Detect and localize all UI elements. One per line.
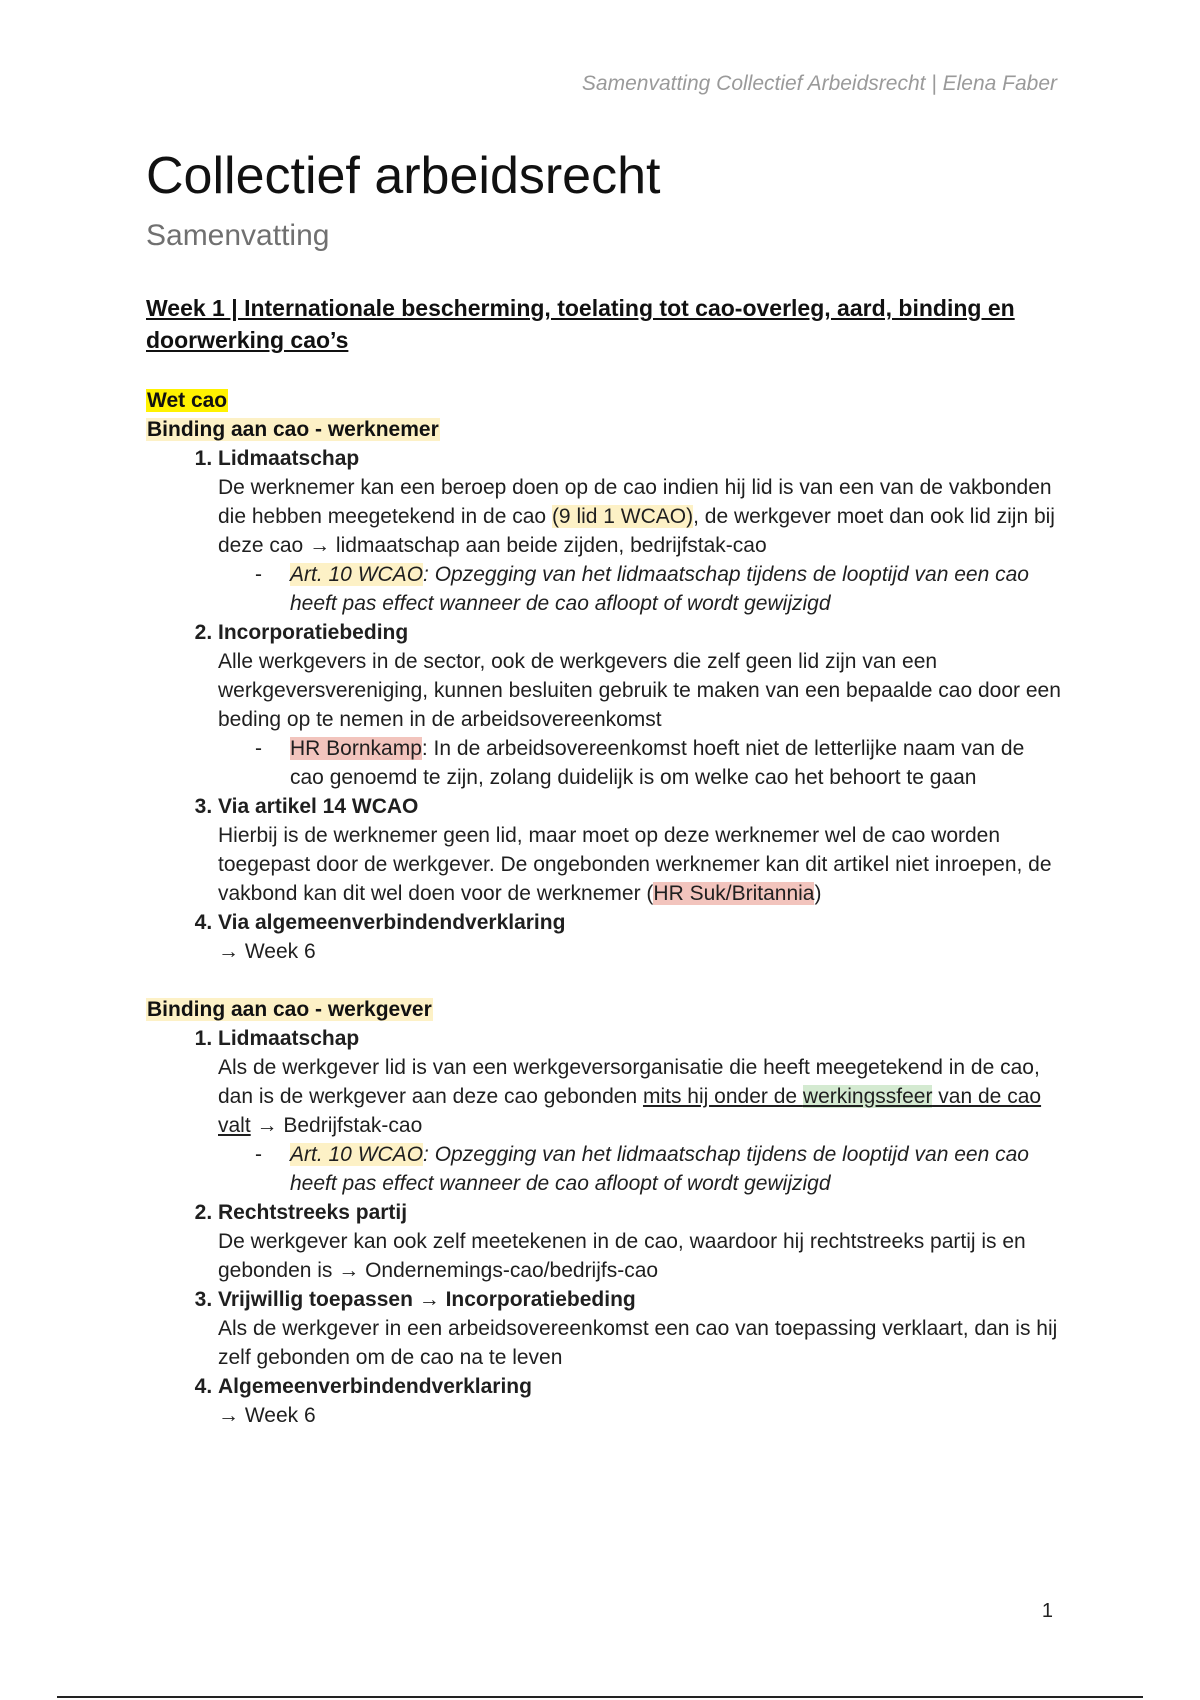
list-item (218, 1285, 1061, 1372)
sub-list-item (290, 1140, 1061, 1198)
item-title: 2. Rechtstreeks partij (218, 1201, 408, 1224)
section-heading-werkgever-text: Binding aan cao - werkgever (147, 998, 432, 1021)
sub-list (218, 734, 1061, 792)
sub-list (218, 1140, 1061, 1198)
sub-list (218, 560, 1061, 618)
werknemer-list (146, 444, 1061, 966)
item-body (218, 1053, 1061, 1140)
item-body-text: Hierbij is de werknemer geen lid, maar moet op deze werknemer wel de cao worden toegepast door de werkgever. De ongebonden werknemer kan dit artikel niet inroepen, de vakbond kan dit wel doen voor de werknemer ( (218, 824, 1052, 905)
legal-reference: (9 lid 1 WCAO) (551, 505, 694, 528)
wet-cao-label (146, 386, 1061, 415)
page-number: 1 (1041, 1600, 1053, 1622)
item-title: 4. Algemeenverbindendverklaring (218, 1375, 532, 1398)
document-body (146, 146, 1061, 1430)
underlined-text: van de cao valt (218, 1085, 1042, 1137)
list-item (218, 618, 1061, 792)
item-title: 2. Incorporatiebeding (218, 621, 409, 644)
list-item (218, 792, 1061, 908)
list-item (218, 444, 1061, 618)
running-header: Samenvatting Collectief Arbeidsrecht | Elena Faber (581, 72, 1057, 95)
item-title: 1. Lidmaatschap (218, 447, 360, 470)
legal-reference: Art. 10 WCAO (290, 1143, 424, 1166)
case-reference: HR Suk/Britannia (653, 882, 815, 905)
item-title: 4. Via algemeenverbindendverklaring (218, 911, 566, 934)
werkgever-list (146, 1024, 1061, 1430)
list-item (218, 1198, 1061, 1285)
item-body-text: , de werkgever moet dan ook lid zijn bij deze cao → lidmaatschap aan beide zijden, bedrijfstak-cao (218, 505, 1055, 557)
list-item (218, 1372, 1061, 1430)
item-title: 3. Via artikel 14 WCAO (218, 795, 419, 818)
sub-item-text: : Opzegging van het lidmaatschap tijdens de looptijd van een cao heeft pas effect wanneer de cao afloopt of wordt gewijzigd (290, 563, 1029, 615)
week-heading: Week 1 | Internationale bescherming, toelating tot cao-overleg, aard, binding en doorwerking cao’s (146, 295, 1015, 353)
document-title: Collectief arbeidsrecht (146, 147, 661, 205)
section-heading-werknemer (146, 415, 1061, 444)
item-body: → Week 6 (218, 940, 316, 963)
footer-divider (57, 1696, 1143, 1698)
list-item (218, 908, 1061, 966)
document-subtitle: Samenvatting (146, 219, 330, 252)
section-heading-werkgever (146, 995, 1061, 1024)
sub-list-item (290, 560, 1061, 618)
section-heading-werknemer-text: Binding aan cao - werknemer (147, 418, 439, 441)
item-body: Alle werkgevers in de sector, ook de werkgevers die zelf geen lid zijn van een werkgeversvereniging, kunnen besluiten gebruik te maken van een bepaalde cao door een beding op te nemen in de arbeidsovereenkomst (218, 650, 1061, 731)
item-title: 3. Vrijwillig toepassen → Incorporatiebeding (218, 1288, 636, 1311)
item-body-text: → Bedrijfstak-cao (250, 1114, 423, 1137)
list-item (218, 1024, 1061, 1198)
item-title: 1. Lidmaatschap (218, 1027, 360, 1050)
highlighted-term: werkingssfeer (802, 1085, 933, 1108)
wet-cao-text: Wet cao (147, 389, 228, 412)
case-reference: HR Bornkamp (290, 737, 422, 760)
underlined-text: mits hij onder de (642, 1085, 803, 1108)
item-body: Als de werkgever in een arbeidsovereenkomst een cao van toepassing verklaart, dan is hij zelf gebonden om de cao na te leven (218, 1317, 1058, 1369)
item-body-text: De werknemer kan een beroep doen op de cao indien hij lid is van een van de vakbonden die hebben meegetekend in de cao (218, 476, 1052, 528)
item-body (218, 821, 1061, 908)
item-body: → Week 6 (218, 1404, 316, 1427)
sub-item-text: : Opzegging van het lidmaatschap tijdens de looptijd van een cao heeft pas effect wanneer de cao afloopt of wordt gewijzigd (290, 1143, 1029, 1195)
item-body: De werkgever kan ook zelf meetekenen in de cao, waardoor hij rechtstreeks partij is en gebonden is → Ondernemings-cao/bedrijfs-cao (218, 1230, 1026, 1282)
sub-item-text: : In de arbeidsovereenkomst hoeft niet de letterlijke naam van de cao genoemd te zijn, zolang duidelijk is om welke cao het behoort te gaan (290, 737, 1025, 789)
item-body (218, 473, 1061, 560)
sub-list-item (290, 734, 1061, 792)
item-body-text: Als de werkgever lid is van een werkgeversorganisatie die heeft meegetekend in de cao, dan is de werkgever aan deze cao gebonden (218, 1056, 1040, 1108)
legal-reference: Art. 10 WCAO (290, 563, 424, 586)
item-body-text: ) (814, 882, 822, 905)
